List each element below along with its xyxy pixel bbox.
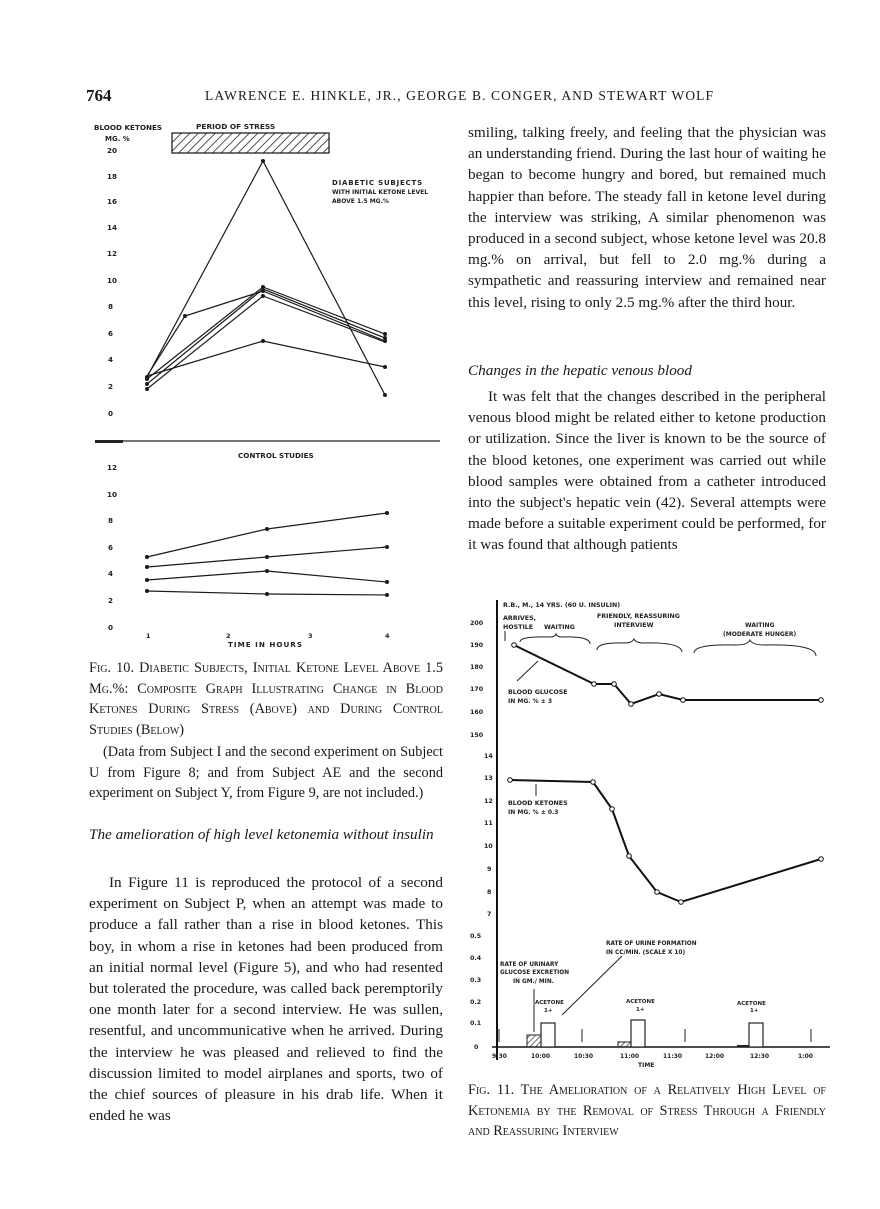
right-column-text-1 — [468, 122, 826, 313]
x-axis-label: TIME IN HOURS — [228, 640, 304, 649]
svg-text:7: 7 — [487, 911, 492, 918]
figure-10-note: (Data from Subject I and the second experiment on Subject U from Figure 8; and from Subject AE and the second experiment on Subject Y, from Figure 9, are not included.) — [89, 744, 443, 801]
svg-text:160: 160 — [470, 709, 484, 716]
svg-text:10: 10 — [107, 490, 118, 499]
svg-text:(MODERATE HUNGER): (MODERATE HUNGER) — [723, 631, 797, 638]
svg-text:3: 3 — [308, 632, 313, 640]
svg-text:200: 200 — [470, 620, 484, 627]
svg-text:8: 8 — [487, 889, 492, 896]
svg-text:0: 0 — [474, 1044, 479, 1051]
urine-yticks — [470, 933, 482, 1051]
stress-period-bar — [172, 133, 329, 153]
svg-text:INTERVIEW: INTERVIEW — [614, 622, 654, 629]
urine-formation-label: RATE OF URINE FORMATION — [606, 941, 697, 947]
svg-text:18: 18 — [107, 172, 118, 181]
legend-line-3: ABOVE 1.5 MG.% — [332, 198, 389, 205]
svg-text:6: 6 — [108, 329, 114, 338]
paragraph: smiling, talking freely, and feeling that the physician was an understanding friend. During the last hour of waiting he began to become hungry and bored, but remained much happier than before. The steady fall in ketone level during the interview was striking, A similar phenomenon was produced in a second subject, whose ketone level was 20.8 mg.% on arrival, but fell to 2.0 mg.% during a sympathetic and reassuring interview and remained near this level, rising to only 2.5 mg.% after the third hour. — [468, 124, 826, 311]
section-heading-hepatic: Changes in the hepatic venous blood — [468, 362, 692, 379]
control-series-lines — [147, 513, 387, 595]
phase-interview: FRIENDLY, REASSURING — [597, 613, 680, 620]
upper-yticks — [107, 146, 117, 418]
figure-11-chart — [460, 590, 840, 1070]
svg-text:9:30: 9:30 — [492, 1053, 507, 1060]
xticks — [146, 632, 390, 640]
svg-text:11: 11 — [484, 820, 493, 827]
svg-text:6: 6 — [108, 543, 114, 552]
phase-arrives: ARRIVES, — [503, 615, 537, 622]
ketone-label: BLOOD KETONES — [508, 800, 568, 807]
svg-text:IN CC/MIN. (SCALE X 10): IN CC/MIN. (SCALE X 10) — [606, 950, 686, 956]
svg-text:12: 12 — [484, 798, 493, 805]
ketone-yticks — [484, 753, 493, 918]
subject-label: R.B., M., 14 YRS. (60 U. INSULIN) — [503, 602, 621, 609]
divider-thick-segment — [95, 440, 123, 443]
svg-text:8: 8 — [108, 302, 114, 311]
svg-text:2: 2 — [108, 596, 114, 605]
figure-11-caption: Fig. 11. The Amelioration of a Relatively High Level of Ketonemia by the Removal of Stress Through a Friendly and Reassuring Interview — [468, 1082, 826, 1139]
phase-waiting: WAITING — [544, 624, 575, 631]
svg-text:14: 14 — [107, 223, 118, 232]
legend-line-1: DIABETIC SUBJECTS — [332, 179, 423, 187]
glucose-yticks — [470, 620, 484, 739]
svg-text:20: 20 — [107, 146, 118, 155]
right-column-text-2 — [468, 386, 826, 556]
svg-text:ACETONE: ACETONE — [535, 1000, 564, 1006]
svg-text:11:30: 11:30 — [663, 1053, 683, 1060]
svg-text:4: 4 — [108, 569, 114, 578]
svg-text:170: 170 — [470, 686, 484, 693]
svg-text:IN GM./ MIN.: IN GM./ MIN. — [513, 979, 554, 985]
svg-text:150: 150 — [470, 732, 484, 739]
glucose-excretion-label: RATE OF URINARY — [500, 962, 559, 968]
lower-yticks — [107, 463, 117, 632]
svg-text:12:30: 12:30 — [750, 1053, 770, 1060]
control-title: CONTROL STUDIES — [238, 451, 314, 460]
urine-arrow-icon — [562, 956, 622, 1015]
figure-10-caption: Fig. 10. Diabetic Subjects, Initial Ketone Level Above 1.5 Mg.%: Composite Graph Illustrating Change in Blood Ketones During Stress (Above) and During Control Studies (Below) — [89, 660, 443, 738]
svg-text:HOSTILE: HOSTILE — [503, 624, 534, 631]
svg-text:ACETONE: ACETONE — [626, 999, 655, 1005]
urine-bars — [527, 1020, 763, 1047]
svg-text:1+: 1+ — [544, 1008, 553, 1014]
phase-waiting-hunger: WAITING — [745, 622, 775, 629]
svg-text:10:30: 10:30 — [574, 1053, 594, 1060]
svg-text:10: 10 — [484, 843, 493, 850]
left-column-text — [89, 872, 443, 1126]
svg-text:10: 10 — [107, 276, 118, 285]
svg-text:4: 4 — [385, 632, 390, 640]
svg-text:0.1: 0.1 — [470, 1020, 482, 1027]
time-ticks — [492, 1053, 813, 1060]
svg-text:4: 4 — [108, 355, 114, 364]
svg-text:0.3: 0.3 — [470, 977, 482, 984]
svg-text:0.5: 0.5 — [470, 933, 482, 940]
svg-text:180: 180 — [470, 664, 484, 671]
svg-text:10:00: 10:00 — [531, 1053, 551, 1060]
glucose-label: BLOOD GLUCOSE — [508, 689, 568, 696]
stress-series-lines — [147, 161, 385, 395]
svg-text:1:00: 1:00 — [798, 1053, 813, 1060]
svg-text:190: 190 — [470, 642, 484, 649]
svg-text:0.2: 0.2 — [470, 999, 482, 1006]
paragraph: In Figure 11 is reproduced the protocol of a second experiment on Subject P, when an attempt was made to produce a fall rather than a rise in blood ketones. This boy, in whom a rise in ketones had been produced from an initial normal level (Figure 5), and who had resented but tolerated the procedure, was called back peremptorily one month later for a second interview. He was sullen, resentful, and uncommunicative when he arrived. During the interview he was pleased and relieved to find the discussion limited to model airplanes and sports, two of the chief sources of pleasure in his drab life. When it ended he was — [89, 874, 443, 1125]
svg-text:12: 12 — [107, 463, 118, 472]
svg-text:GLUCOSE EXCRETION: GLUCOSE EXCRETION — [500, 970, 570, 976]
svg-text:IN MG. % ± 0.3: IN MG. % ± 0.3 — [508, 809, 559, 816]
author-line: LAWRENCE E. HINKLE, JR., GEORGE B. CONGER, AND STEWART WOLF — [205, 88, 715, 103]
svg-text:11:00: 11:00 — [620, 1053, 640, 1060]
svg-text:8: 8 — [108, 516, 114, 525]
section-heading-amelioration: The amelioration of high level ketonemia without insulin — [89, 826, 434, 843]
upper-ylabel: BLOOD KETONES — [94, 123, 163, 132]
svg-text:2: 2 — [226, 632, 231, 640]
svg-text:13: 13 — [484, 775, 493, 782]
svg-text:0: 0 — [108, 623, 114, 632]
svg-text:16: 16 — [107, 197, 118, 206]
svg-text:0: 0 — [108, 409, 114, 418]
svg-text:1: 1 — [146, 632, 151, 640]
control-series-points — [145, 511, 389, 597]
paragraph: It was felt that the changes described in the peripheral venous blood might be related either to ketone production or utilization. Since the liver is known to be the source of the blood ketones, one experiment was carried out while blood samples were obtained from a catheter introduced into the subject's hepatic vein (42). Several attempts were made before a suitable experiment could be performed, for it was found that although patients — [468, 388, 826, 554]
svg-text:IN MG. % ± 3: IN MG. % ± 3 — [508, 698, 552, 705]
page-number: 764 — [86, 86, 112, 105]
svg-text:2: 2 — [108, 382, 114, 391]
legend-line-2: WITH INITIAL KETONE LEVEL — [332, 189, 429, 196]
figure-10-chart — [0, 0, 460, 650]
glucose-label-arrow-icon — [517, 661, 538, 681]
svg-text:1+: 1+ — [750, 1008, 759, 1014]
svg-text:0.4: 0.4 — [470, 955, 482, 962]
ketone-points — [508, 778, 824, 905]
svg-text:1+: 1+ — [636, 1007, 645, 1013]
stress-label: PERIOD OF STRESS — [196, 122, 276, 131]
ketone-line — [510, 780, 821, 902]
svg-text:12:00: 12:00 — [705, 1053, 725, 1060]
upper-ylabel-unit: MG. % — [105, 135, 130, 143]
svg-text:ACETONE: ACETONE — [737, 1001, 766, 1007]
time-axis-label: TIME — [638, 1062, 655, 1069]
svg-text:12: 12 — [107, 249, 118, 258]
svg-text:9: 9 — [487, 866, 492, 873]
acetone-labels — [535, 999, 766, 1014]
svg-text:14: 14 — [484, 753, 493, 760]
